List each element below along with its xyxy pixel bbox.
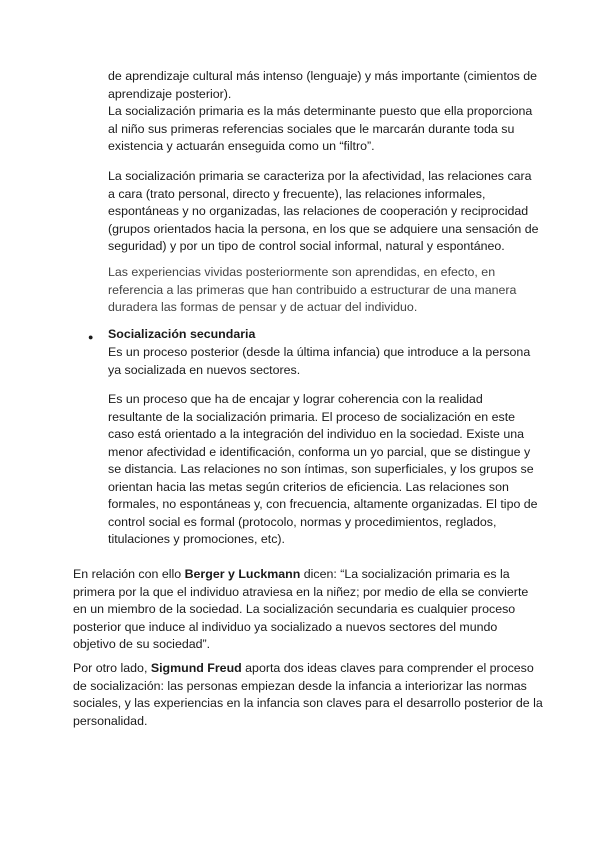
secundaria-heading: Socialización secundaria — [108, 327, 256, 341]
primaria-continuation: de aprendizaje cultural más intenso (lenguaje) y más importante (cimientos de aprendizaje posterior). — [108, 69, 538, 101]
berger-post-text: dicen: “La socialización primaria es la primera por la que el individuo atraviesa en la niñez; por medio de ella se convierte en un miembro de la sociedad. La socialización secundaria es cualquier proceso posterior que induce al individuo ya socializado a nuevos sectores del mundo objetivo de su sociedad”. — [73, 567, 529, 651]
freud-post-text: aporta dos ideas claves para comprender el proceso de socialización: las personas empiezan desde la infancia a interiorizar las normas sociales, y las experiencias en la infancia son claves para el desarrollo posterior de la personalidad. — [73, 661, 543, 728]
freud-paragraph — [73, 660, 543, 730]
bullet-icon: ● — [88, 332, 94, 342]
berger-luckmann-paragraph — [73, 566, 543, 654]
berger-luckmann-name: Berger y Luckmann — [184, 567, 301, 581]
secundaria-paragraph-2: Es un proceso que ha de encajar y lograr coherencia con la realidad resultante de la socialización primaria. El proceso de socialización en este caso está orientado a la integración del individuo en la sociedad. Existe una menor afectividad e identificación, conforma un yo parcial, que se distingue y se distancia. Las relaciones no son íntimas, son superficiales, y los grupos se orientan hacia las metas según criterios de eficiencia. Las relaciones son formales, no espontáneas y, con frecuencia, altamente organizadas. El tipo de control social es formal (protocolo, normas y procedimientos, reglados, titulaciones y promociones, etc). — [108, 392, 538, 546]
primaria-paragraph-2: La socialización primaria se caracteriza por la afectividad, las relaciones cara a cara (trato personal, directo y frecuente), las relaciones informales, espontáneas y no organizadas, las relaciones de cooperación y reciprocidad (grupos orientados hacia la persona, en los que se adquiere una sensación de seguridad) y por un tipo de control social informal, natural y espontáneo. — [108, 169, 539, 253]
primaria-paragraph-1: La socialización primaria es la más determinante puesto que ella proporciona al niño sus primeras referencias sociales que le marcarán durante toda su existencia y actuarán enseguida como un “filtro”. — [108, 104, 533, 153]
freud-pre-text: Por otro lado, — [73, 661, 151, 675]
sigmund-freud-name: Sigmund Freud — [150, 661, 242, 675]
primaria-paragraph-3: Las experiencias vividas posteriormente son aprendidas, en efecto, en referencia a las primeras que han contribuido a estructurar de una manera duradera las formas de pensar y de actuar del individuo. — [108, 265, 517, 314]
berger-pre-text: En relación con ello — [73, 567, 185, 581]
secundaria-paragraph-1: Es un proceso posterior (desde la última infancia) que introduce a la persona ya socializada en nuevos sectores. — [108, 345, 531, 377]
